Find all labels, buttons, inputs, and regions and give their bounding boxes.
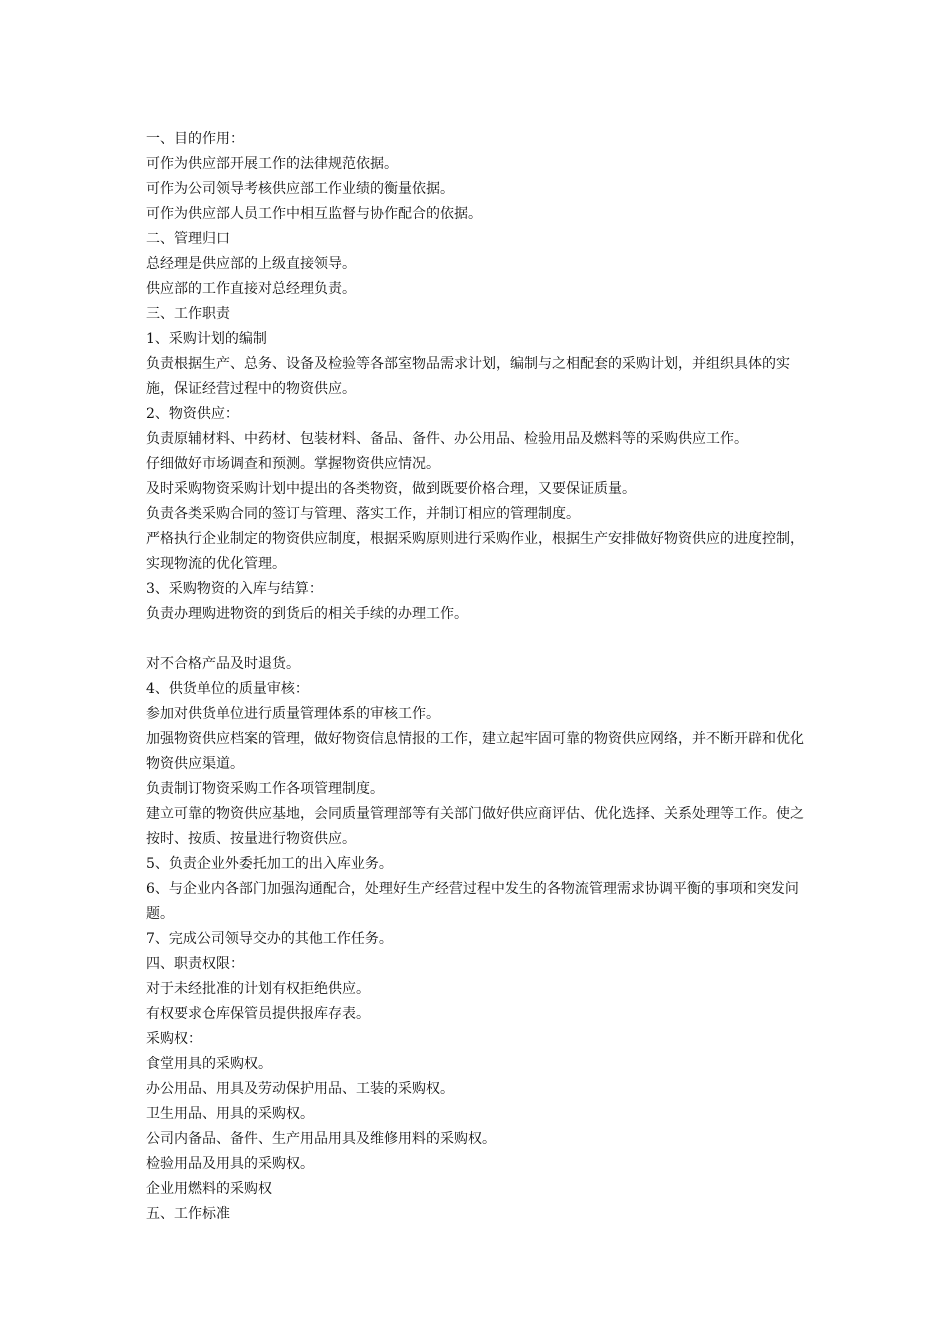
- text-line: 4、供货单位的质量审核：: [146, 681, 309, 697]
- text-line: 负责各类采购合同的签订与管理、落实工作，并制订相应的管理制度。: [146, 506, 580, 522]
- text-line: 对不合格产品及时退货。: [146, 656, 300, 672]
- text-line: 负责原辅材料、中药材、包装材料、备品、备件、办公用品、检验用品及燃料等的采购供应工作。: [146, 431, 748, 447]
- text-line: 严格执行企业制定的物资供应制度，根据采购原则进行采购作业，根据生产安排做好物资供应的进度控制，实现物流的优化管理。: [146, 531, 804, 572]
- text-line: 负责办理购进物资的到货后的相关手续的办理工作。: [146, 606, 468, 622]
- text-line: 及时采购物资采购计划中提出的各类物资，做到既要价格合理，又要保证质量。: [146, 481, 636, 497]
- text-line: 可作为供应部开展工作的法律规范依据。: [146, 156, 398, 172]
- document-body: [146, 127, 808, 1227]
- text-line: 建立可靠的物资供应基地，会同质量管理部等有关部门做好供应商评估、优化选择、关系处理等工作。使之按时、按质、按量进行物资供应。: [146, 806, 804, 847]
- text-line: 负责根据生产、总务、设备及检验等各部室物品需求计划，编制与之相配套的采购计划，并组织具体的实施，保证经营过程中的物资供应。: [146, 356, 790, 397]
- text-line: 参加对供货单位进行质量管理体系的审核工作。: [146, 706, 440, 722]
- blank-line: [146, 627, 808, 652]
- text-line: 有权要求仓库保管员提供报库存表。: [146, 1006, 370, 1022]
- text-line: 公司内备品、备件、生产用品用具及维修用料的采购权。: [146, 1131, 496, 1147]
- text-line: 五、工作标准: [146, 1206, 230, 1222]
- text-line: 四、职责权限：: [146, 956, 244, 972]
- text-line: 3、采购物资的入库与结算：: [146, 581, 323, 597]
- text-line: 加强物资供应档案的管理，做好物资信息情报的工作，建立起牢固可靠的物资供应网络，并不断开辟和优化物资供应渠道。: [146, 731, 804, 772]
- text-line: 仔细做好市场调查和预测。掌握物资供应情况。: [146, 456, 440, 472]
- text-line: 5、负责企业外委托加工的出入库业务。: [146, 856, 393, 872]
- text-line: 食堂用具的采购权。: [146, 1056, 272, 1072]
- text-line: 2、物资供应：: [146, 406, 239, 422]
- text-line: 可作为供应部人员工作中相互监督与协作配合的依据。: [146, 206, 482, 222]
- text-line: 企业用燃料的采购权: [146, 1181, 272, 1197]
- text-line: 二、管理归口: [146, 231, 230, 247]
- text-line: 一、目的作用：: [146, 131, 244, 147]
- text-line: 可作为公司领导考核供应部工作业绩的衡量依据。: [146, 181, 454, 197]
- text-line: 采购权：: [146, 1031, 202, 1047]
- text-line: 对于未经批准的计划有权拒绝供应。: [146, 981, 370, 997]
- text-line: 总经理是供应部的上级直接领导。: [146, 256, 356, 272]
- text-line: 三、工作职责: [146, 306, 230, 322]
- text-line: 7、完成公司领导交办的其他工作任务。: [146, 931, 393, 947]
- text-line: 负责制订物资采购工作各项管理制度。: [146, 781, 384, 797]
- text-line: 检验用品及用具的采购权。: [146, 1156, 314, 1172]
- text-line: 1、采购计划的编制: [146, 331, 267, 347]
- text-line: 供应部的工作直接对总经理负责。: [146, 281, 356, 297]
- text-line: 6、与企业内各部门加强沟通配合，处理好生产经营过程中发生的各物流管理需求协调平衡的事项和突发问题。: [146, 881, 799, 922]
- text-line: 办公用品、用具及劳动保护用品、工装的采购权。: [146, 1081, 454, 1097]
- text-line: 卫生用品、用具的采购权。: [146, 1106, 314, 1122]
